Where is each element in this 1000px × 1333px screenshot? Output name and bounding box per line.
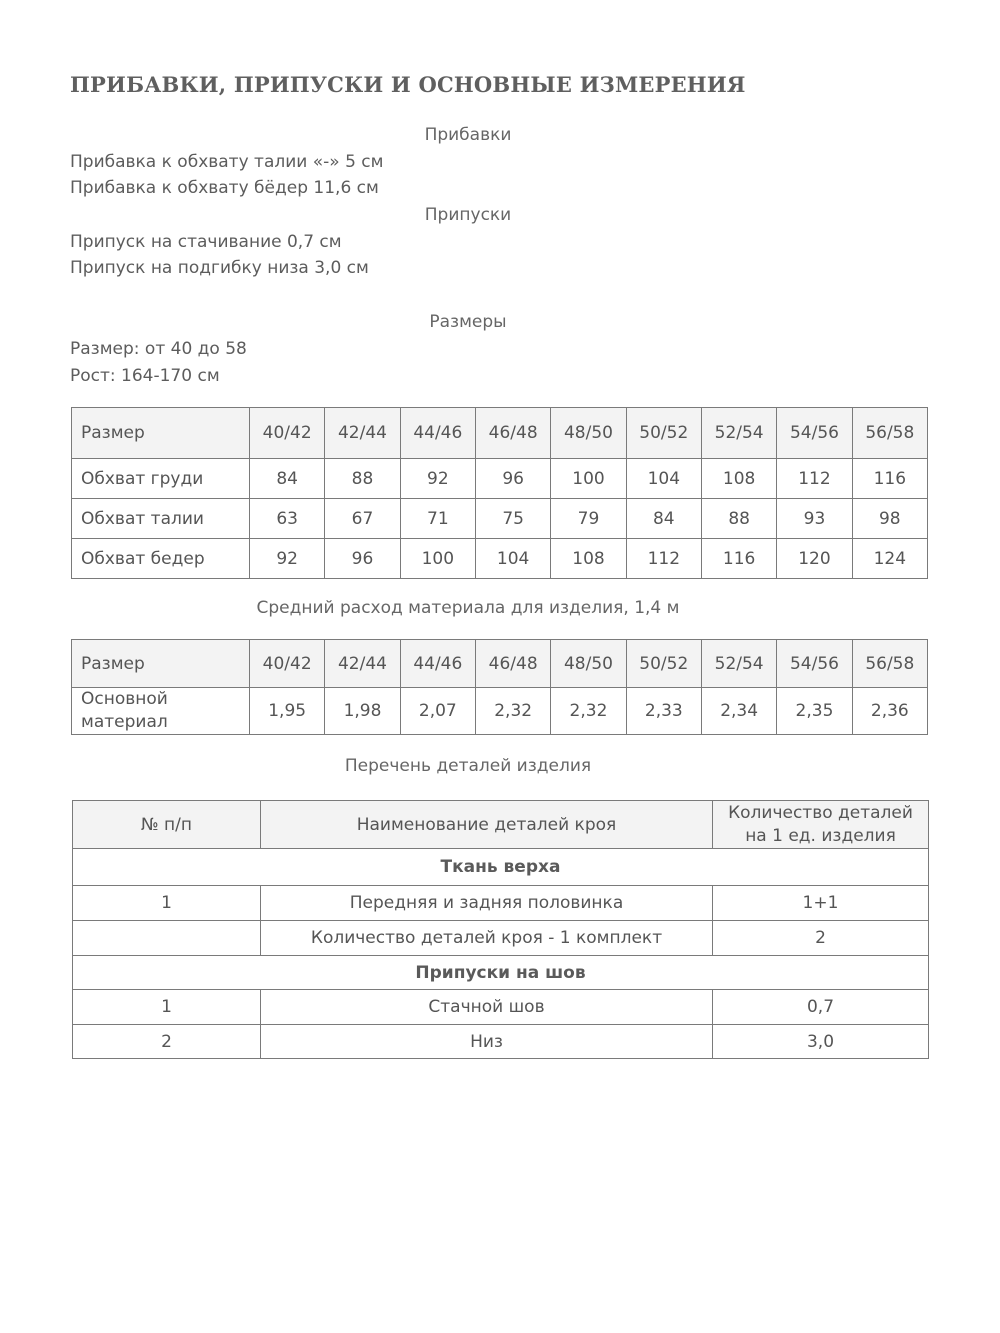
measurements-table [71, 407, 928, 579]
table-cell: Стачной шов [261, 990, 713, 1025]
table-cell: 104 [626, 459, 701, 499]
table-cell: 71 [400, 499, 475, 539]
group-row [73, 849, 929, 886]
size-col-header: 46/48 [475, 408, 550, 459]
row-label: Обхват груди [72, 459, 250, 499]
table-cell: 104 [475, 539, 550, 579]
table-header-row [72, 408, 928, 459]
allowance-waist-line: Прибавка к обхвату талии «-» 5 см [70, 152, 384, 172]
table-cell: 1 [73, 990, 261, 1025]
table-cell: 1 [73, 886, 261, 921]
table-cell: 92 [250, 539, 325, 579]
table-row [73, 886, 929, 921]
table-cell: 63 [250, 499, 325, 539]
row-label-main-material [72, 688, 250, 735]
table-header-row [72, 640, 928, 688]
col-header-line: Количество деталей [728, 802, 913, 823]
table-cell: Количество деталей кроя - 1 комплект [261, 921, 713, 956]
size-range-line: Размер: от 40 до 58 [70, 339, 247, 359]
table-cell: 1,98 [325, 688, 400, 735]
allowance-hip-line: Прибавка к обхвату бёдер 11,6 см [70, 178, 379, 198]
pieces-table [72, 800, 929, 1059]
table-cell: 3,0 [713, 1025, 929, 1059]
table-cell: 75 [475, 499, 550, 539]
table-cell: 92 [400, 459, 475, 499]
table-cell: Низ [261, 1025, 713, 1059]
size-col-header: 48/50 [551, 640, 626, 688]
table-cell: 1+1 [713, 886, 929, 921]
table-cell [73, 921, 261, 956]
table-row [72, 459, 928, 499]
table-row [72, 539, 928, 579]
table-cell: 116 [701, 539, 776, 579]
pieces-heading: Перечень деталей изделия [344, 756, 592, 776]
row-label: Обхват бедер [72, 539, 250, 579]
col-header-quantity [713, 801, 929, 849]
table-row [72, 688, 928, 735]
table-cell: 93 [777, 499, 852, 539]
table-cell: 2,32 [551, 688, 626, 735]
size-col-header: 44/46 [400, 408, 475, 459]
consumption-table [71, 639, 928, 735]
size-col-header: 50/52 [626, 408, 701, 459]
table-cell: 84 [250, 459, 325, 499]
row-label-line: Основной [81, 689, 168, 709]
table-row [73, 990, 929, 1025]
group-label: Ткань верха [73, 849, 929, 886]
size-col-header: 56/58 [852, 408, 927, 459]
table-cell: 96 [475, 459, 550, 499]
table-cell: 88 [701, 499, 776, 539]
col-header-line: на 1 ед. изделия [745, 825, 896, 846]
group-label: Припуски на шов [73, 956, 929, 990]
consumption-heading: Средний расход материала для изделия, 1,4 м [256, 598, 680, 618]
allowances-heading: Прибавки [424, 125, 512, 145]
size-col-header: 44/46 [400, 640, 475, 688]
table-cell: Передняя и задняя половинка [261, 886, 713, 921]
size-col-header: 40/42 [250, 408, 325, 459]
size-col-header: 42/44 [325, 640, 400, 688]
size-col-header: 40/42 [250, 640, 325, 688]
size-col-header: 54/56 [777, 408, 852, 459]
table-row [72, 499, 928, 539]
table-cell: 2 [713, 921, 929, 956]
table-cell: 79 [551, 499, 626, 539]
table-cell: 2 [73, 1025, 261, 1059]
table-cell: 2,35 [777, 688, 852, 735]
table-cell: 98 [852, 499, 927, 539]
table-cell: 116 [852, 459, 927, 499]
height-line: Рост: 164-170 см [70, 366, 220, 386]
table-cell: 2,36 [852, 688, 927, 735]
table-cell: 2,33 [626, 688, 701, 735]
table-cell: 124 [852, 539, 927, 579]
row-label-line: материал [81, 712, 168, 732]
table-cell: 1,95 [250, 688, 325, 735]
table-cell: 112 [626, 539, 701, 579]
sizes-heading: Размеры [429, 312, 507, 332]
table-cell: 100 [551, 459, 626, 499]
table-cell: 2,32 [475, 688, 550, 735]
table-cell: 112 [777, 459, 852, 499]
table-cell: 67 [325, 499, 400, 539]
seam-allowance-hem-line: Припуск на подгибку низа 3,0 см [70, 258, 369, 278]
size-col-header: 46/48 [475, 640, 550, 688]
row-label: Обхват талии [72, 499, 250, 539]
table-cell: 108 [551, 539, 626, 579]
table-cell: 96 [325, 539, 400, 579]
size-col-header: 52/54 [701, 640, 776, 688]
table-cell: 108 [701, 459, 776, 499]
table-cell: 2,34 [701, 688, 776, 735]
seam-allowances-heading: Припуски [424, 205, 512, 225]
size-col-header: 52/54 [701, 408, 776, 459]
table-row [73, 1025, 929, 1059]
size-col-header: 50/52 [626, 640, 701, 688]
page-title: ПРИБАВКИ, ПРИПУСКИ И ОСНОВНЫЕ ИЗМЕРЕНИЯ [70, 72, 746, 97]
size-col-header: 48/50 [551, 408, 626, 459]
group-row [73, 956, 929, 990]
table-cell: 2,07 [400, 688, 475, 735]
col-header-number: № п/п [73, 801, 261, 849]
table-cell: 0,7 [713, 990, 929, 1025]
header-size-label: Размер [72, 640, 250, 688]
header-size-label: Размер [72, 408, 250, 459]
seam-allowance-stitching-line: Припуск на стачивание 0,7 см [70, 232, 342, 252]
table-cell: 100 [400, 539, 475, 579]
table-header-row [73, 801, 929, 849]
table-cell: 88 [325, 459, 400, 499]
col-header-name: Наименование деталей кроя [261, 801, 713, 849]
size-col-header: 56/58 [852, 640, 927, 688]
table-cell: 120 [777, 539, 852, 579]
table-cell: 84 [626, 499, 701, 539]
size-col-header: 42/44 [325, 408, 400, 459]
table-row [73, 921, 929, 956]
size-col-header: 54/56 [777, 640, 852, 688]
